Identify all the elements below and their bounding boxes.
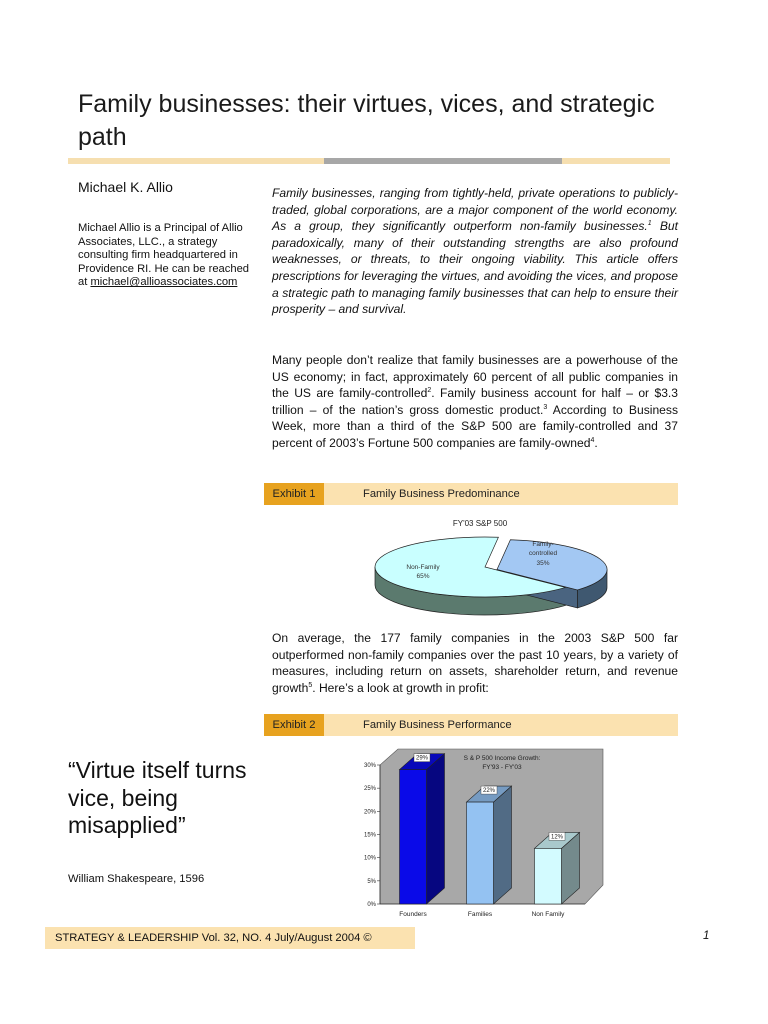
footnote-ref-1: 1 [647,220,652,228]
y-tick-label: 25% [363,786,376,793]
abstract [272,185,678,318]
quote-attribution: William Shakespeare, 1596 [68,873,205,885]
abstract-text-2: But paradoxically, many of their outstanding strengths are also profound weaknesses, or threats, to their ongoing viability. This article offers prescriptions for leveraging the virtues, and avoiding the vices, and propose a strategic path to managing family businesses that can help to ensure their prosperity – and survival. [272,219,679,317]
bar-data-label: 12% [550,834,564,841]
pie-chart [340,512,640,622]
paragraph-1-text-1: Many people don’t realize that family businesses are a powerhouse of the US economy; in fact, approximately 60 percent of all public companies in the US are family-controlled [272,353,678,401]
paragraph-2 [272,630,678,696]
exhibit-1-title: Family Business Predominance [363,488,520,500]
y-tick-label: 15% [363,832,376,839]
paragraph-1-text-3: According to Business Week, more than a third of the S&P 500 are family-controlled and 37 percent of 2003’s Fortune 500 companies are family-owned [272,402,678,450]
exhibit-1-header [264,483,678,505]
title-rule-accent [324,158,562,164]
y-tick-label: 30% [363,763,376,769]
page-number: 1 [703,930,710,942]
bar-data-label: 29% [415,755,429,762]
bar-chart-title-1: S & P 500 Income Growth: [463,755,541,762]
bar-side [427,754,445,904]
exhibit-2-tag: Exhibit 2 [264,714,324,736]
author-bio [78,222,258,290]
bar [467,802,494,904]
footer-bar [45,927,415,949]
footnote-ref-4: 4 [590,436,595,444]
x-tick-label: Families [467,911,493,918]
bar-data-label: 22% [482,788,496,795]
x-tick-label: Founders [399,911,427,918]
paragraph-2-text-2: . Here’s a look at growth in profit: [312,680,489,695]
pull-quote: “Virtue itself turns vice, being misapplied” [68,757,247,838]
y-tick-label: 5% [367,878,376,885]
author-name: Michael K. Allio [78,179,173,195]
bar-chart-title-2: FY'93 - FY'03 [482,764,522,771]
footer-citation: STRATEGY & LEADERSHIP Vol. 32, NO. 4 July/August 2004 © [55,932,372,944]
pie-label-family-2: controlled [528,550,558,557]
pie-value-nonfamily: 65% [416,573,430,580]
y-tick-label: 10% [363,855,376,862]
bar-chart [340,745,620,920]
author-bio-text: Michael Allio is a Principal of Allio Associates, LLC., a strategy consulting firm headquartered in Providence RI. He can be reached at [78,222,250,289]
footnote-ref-5: 5 [308,681,313,689]
pie-label-nonfamily: Non-Family [406,564,440,571]
footnote-ref-2: 2 [427,387,432,395]
pie-chart-slices [375,537,607,615]
x-tick-label: Non Family [531,911,565,918]
pie-chart-title: FY'03 S&P 500 [452,519,508,528]
article-title: Family businesses: their virtues, vices, and strategic path [78,90,655,151]
bar [535,848,562,904]
pie-value-family: 35% [536,560,550,567]
paragraph-1-text-4: . [594,435,598,450]
abstract-text-1: Family businesses, ranging from tightly-held, private operations to publicly-traded, global corporations, are a major component of the world economy. As a group, they significantly outperform non-family businesses. [272,186,678,234]
bar-side [494,786,512,904]
y-tick-label: 0% [367,902,376,908]
pie-label-family-1: Family- [532,541,554,548]
exhibit-2-title: Family Business Performance [363,719,512,731]
y-tick-label: 20% [363,809,376,816]
bar [400,770,427,904]
paragraph-1 [272,352,678,452]
author-email-link[interactable]: michael@allioassociates.com [90,276,238,289]
exhibit-2-header [264,714,678,736]
footnote-ref-3: 3 [543,403,548,411]
paragraph-1-text-2: . Family business account for half – or $3.3 trillion – of the nation’s gross domestic product. [272,386,679,417]
paragraph-2-text-1: On average, the 177 family companies in the 2003 S&P 500 far outperformed non-family companies over the past 10 years, by a variety of measures, including return on assets, shareholder return, and revenue growth [272,631,678,695]
exhibit-1-tag: Exhibit 1 [264,483,324,505]
